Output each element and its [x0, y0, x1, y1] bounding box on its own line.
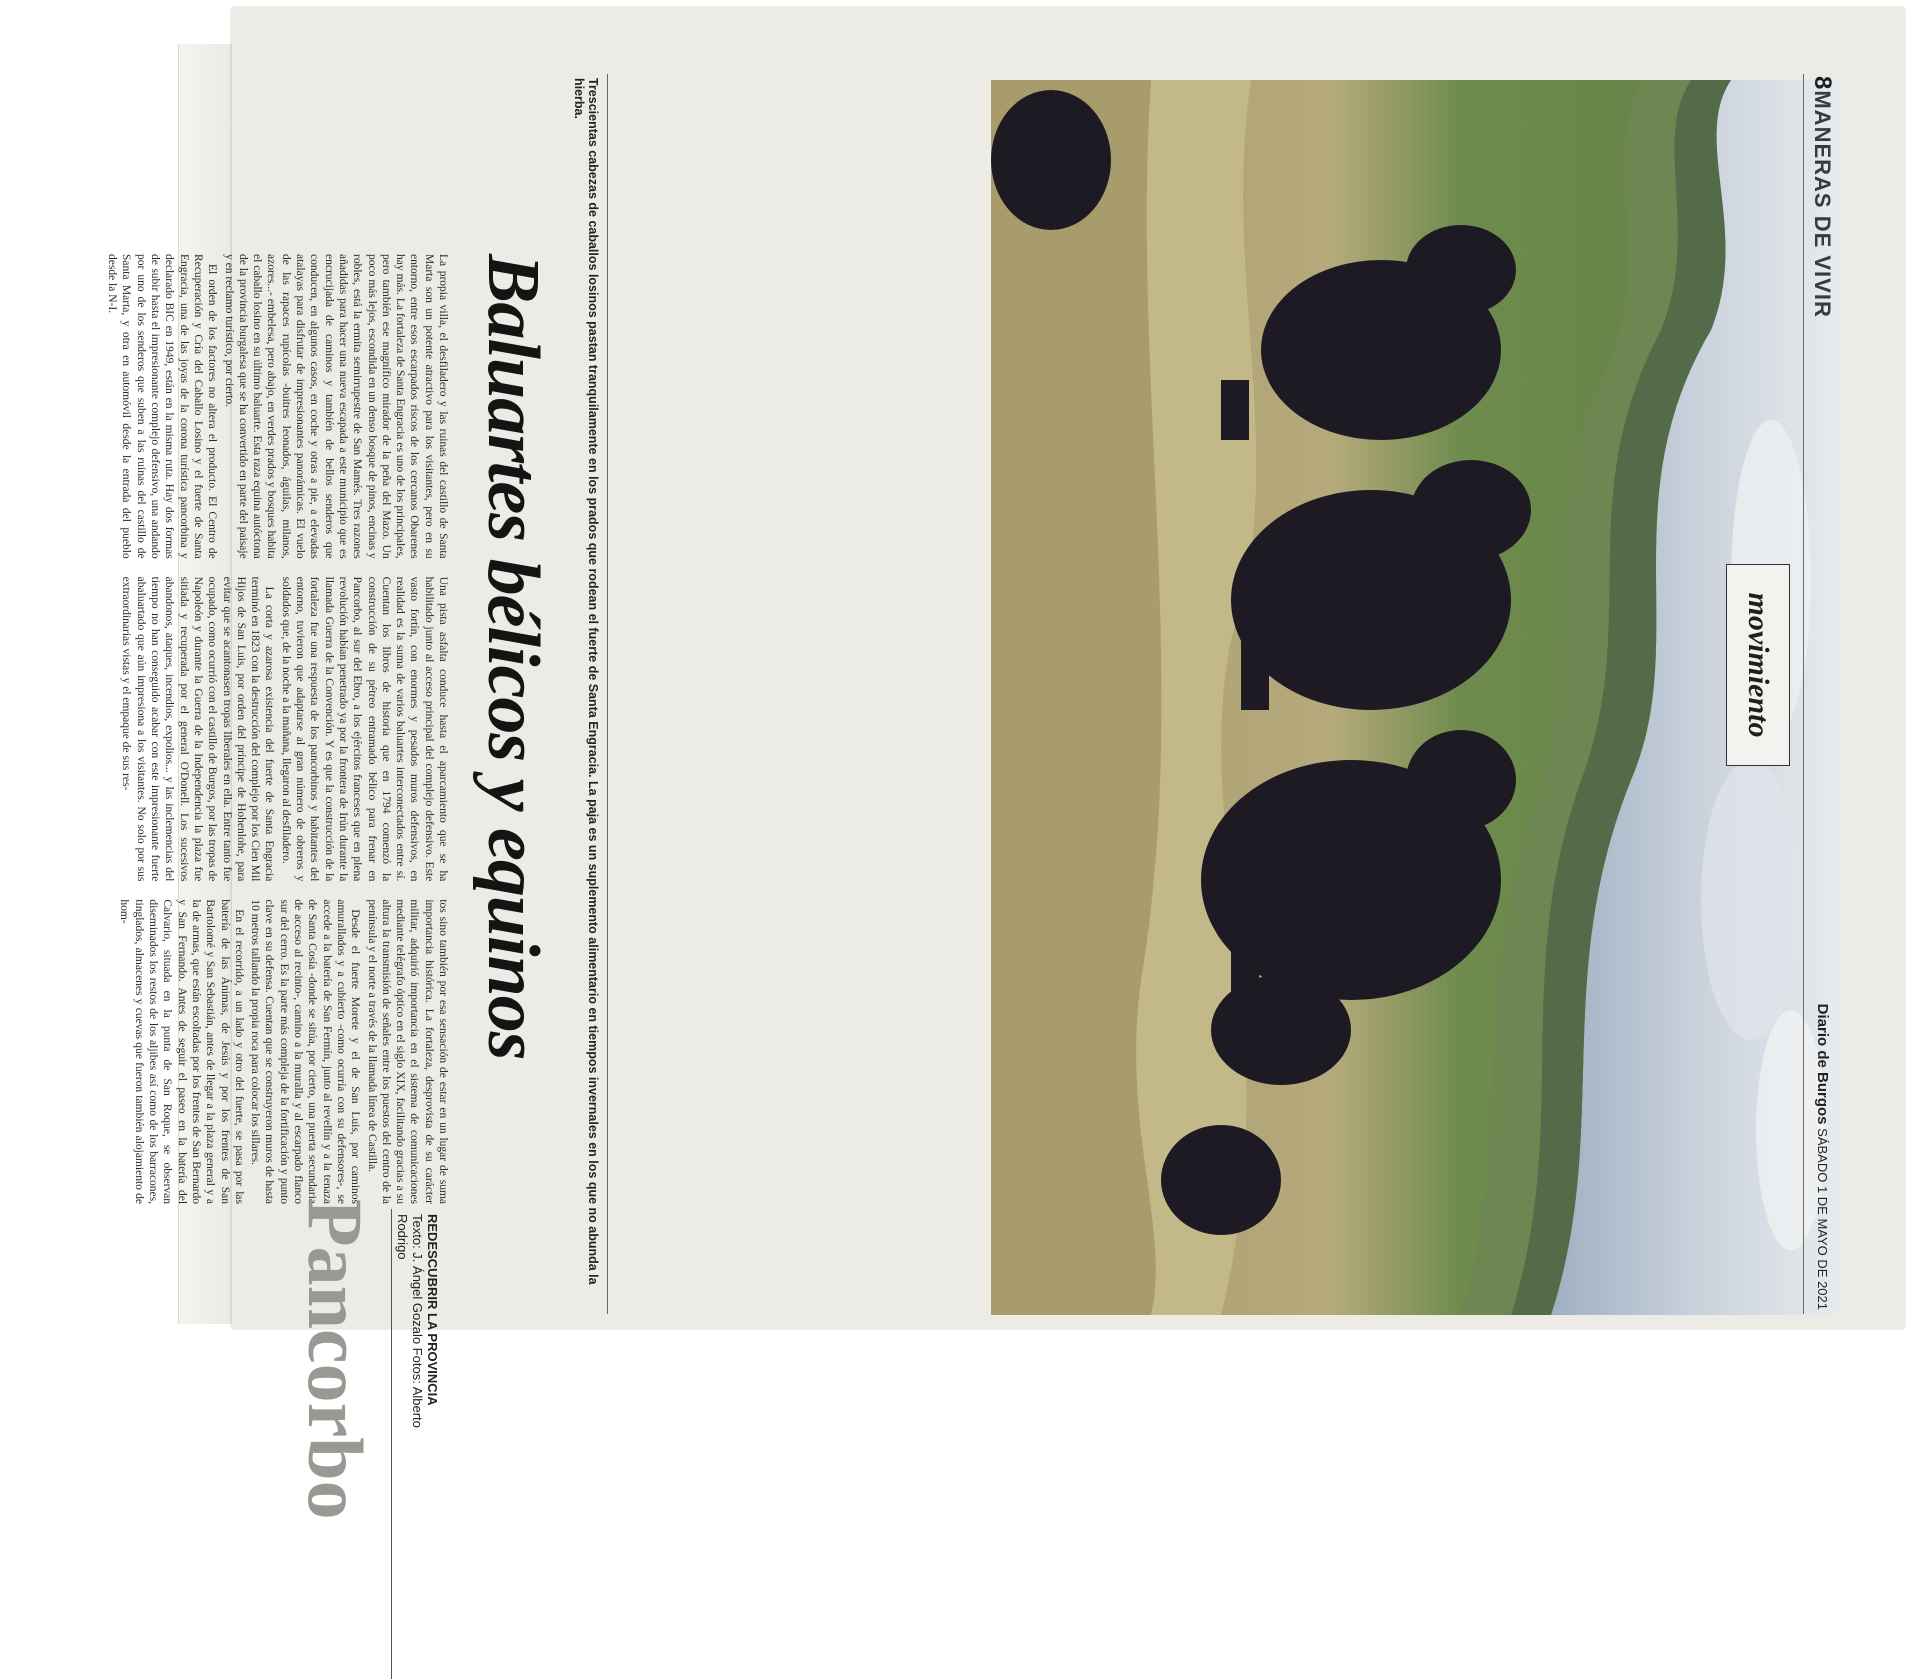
column-3 [118, 899, 450, 1205]
page-number: 8 [1809, 76, 1836, 91]
kicker-rule [391, 1209, 392, 1679]
paragraph: La propia villa, el desfiladero y las ruinas del castillo de Santa Marta son un potente atractivo para los visitantes, pero en su entorno, entre esos escarpados riscos de los cercanos Obarenes hay más. La fortaleza de Santa Engracia es uno de los principales, pero también ese magnífico mirador de la peña del Mazo. Un poco más lejos, escondida en un denso bosque de pinos, encinas y robles, está la ermita semirrupestre de San Mamés. Tres razones añadidas para hacer una nueva escapada a este municipio que es encrucijada de caminos y también de bellos senderos que conducen, en algunos casos, en coche y otras a pie, a elevadas atalayas para disfrutar de impresionantes panorámicas. El vuelo de las rapaces rupícolas -buitres leonados, águilas, milanos, azores...- embelesa, pero abajo, en verdes prados y bosques habita el caballo losino en su último baluarte. Esta raza equina autóctona de la provincia burgalesa que se ha convertido en parte del paisaje y en reclamo turístico, por cierto. [222, 254, 449, 559]
paragraph: La corta y azarosa existencia del fuerte de Santa Engracia terminó en 1823 con la destrucción del complejo por los Cien Mil Hijos de San Luis, por orden del príncipe de Hohenlohe, para evitar que se acantonasen tropas liberales en ella. Entre tanto fue ocupado, como ocurrió con el castillo de Burgos, por las tropas de Napoleón y durante la Guerra de la Independencia la plaza fue sitiada y recuperada por el general O'Donell. Los sucesivos abandonos, ataques, incendios, expolios... y las inclemencias del tiempo no han conseguido acabar con este impresionante fuerte abaluartado que aún impresiona a los visitantes. No solo por sus extraordinarias vistas y el empaque de sus res- [120, 576, 276, 882]
section-name: MANERAS DE VIVIR [1810, 90, 1835, 318]
credits: Texto: J. Ángel Gozalo Fotos: Alberto Rodrigo [395, 1214, 425, 1428]
kicker-label: REDESCUBRIR LA PROVINCIA [425, 1214, 440, 1406]
headline: Baluartes bélicos y equinos [472, 254, 554, 1060]
column-1 [106, 254, 450, 559]
article-kicker [395, 1214, 440, 1454]
paragraph: En el recorrido, a un lado y otro del fuerte, se pasa por las batería de las Ánimas, de Jesús y por los frentes de San Bartolomé y San Sebastián, antes de llegar a la plaza general y a la de armas, que están escoltadas por los frentes de San Bernardo y San Fernando. Antes de seguir el paseo en la batería del Calvario, situada en la punta de San Roque, se observan diseminados los restos de los aljibes así como de los barracones, tinglados, almacenes y cuevas que fueron también alojamiento de hom- [118, 899, 245, 1205]
caption-rule [607, 74, 608, 1314]
paper-info [1814, 1004, 1831, 1310]
photo-caption: Trescientas cabezas de caballos losinos pastan tranquilamente en los prados que rodean el fuerte de Santa Engracia. La paja es un suplemento alimentario en tiempos invernales en los que no abunda la hierba. [572, 78, 600, 1285]
page-header [1803, 74, 1840, 1314]
paper-name: Diario de Burgos [1814, 1003, 1831, 1125]
issue-date: SÁBADO 1 DE MAYO DE 2021 [1815, 1128, 1830, 1310]
paragraph: Desde el fuerte Morete y el de San Luis, por caminos amurallados y a cubierto -como ocurría con su defensores-, se accede a la batería de San Fermín, junto al revellín y a la tenaza de Santa Cosía -donde se sitúa, por cierto, una puerta secundaria de acceso al recinto-, camino a la muralla y al escarpado flanco sur del cerro. Es la parte más compleja de la fortificación y punto clave en su defensa. Cuentan que se construyeron muros de hasta 10 metros tallando la propia roca para colocar los sillares. [249, 899, 362, 1205]
column-2 [120, 576, 450, 882]
paragraph: El orden de los factores no altera el producto. El Centro de Recuperación y Cría del Caballo Losino y el fuerte de Santa Engracia, una de las joyas de la corona turística pancorbina y declarado BIC en 1949, están en la misma ruta. Hay dos formas de subir hasta el impresionante complejo defensivo, una andando por uno de los senderos que suben a las ruinas del castillo de Santa Marta, y otra en automóvil desde la entrada del pueblo desde la N-I. [106, 254, 219, 559]
paragraph: tos sino también por esa sensación de estar en un lugar de suma importancia histórica. La fortaleza, desprovista de su carácter militar, adquirió importancia en el sistema de comunicaciones mediante telégrafo óptico en el siglo XIX, facilitando gracias a su altura la transmisión de señales entre los puestos del centro de la península y el norte a través de la llamada línea de Castilla. [365, 899, 449, 1205]
town-name: Pancorbo [292, 1199, 379, 1520]
section-tag: movimiento [1726, 564, 1790, 766]
article-page [106, 74, 1840, 1520]
article-body [106, 254, 450, 1205]
paragraph: Una pista asfalta conduce hasta el aparcamiento que se ha habilitado junto al acceso principal del complejo defensivo. Este vasto fortín, con enormes y pesados muros defensivos, en realidad es la suma de varios baluartes interconectados entre sí. Cuentan los libros de historia que en 1794 comenzó la construcción de su pétreo entramado bélico para frenar en Pancorbo, al sur del Ebro, a los ejércitos franceses que en plena revolución habían penetrado ya por la frontera de Irún durante la llamada Guerra de la Convención. Y es que la construcción de la fortaleza fue una respuesta de los pancorbinos y habitantes del entorno, tuvieron que adaptarse al gran número de obreros y soldados que, de la noche a la mañana, llegaron al desfiladero. [279, 576, 449, 882]
section-title [1808, 76, 1836, 318]
